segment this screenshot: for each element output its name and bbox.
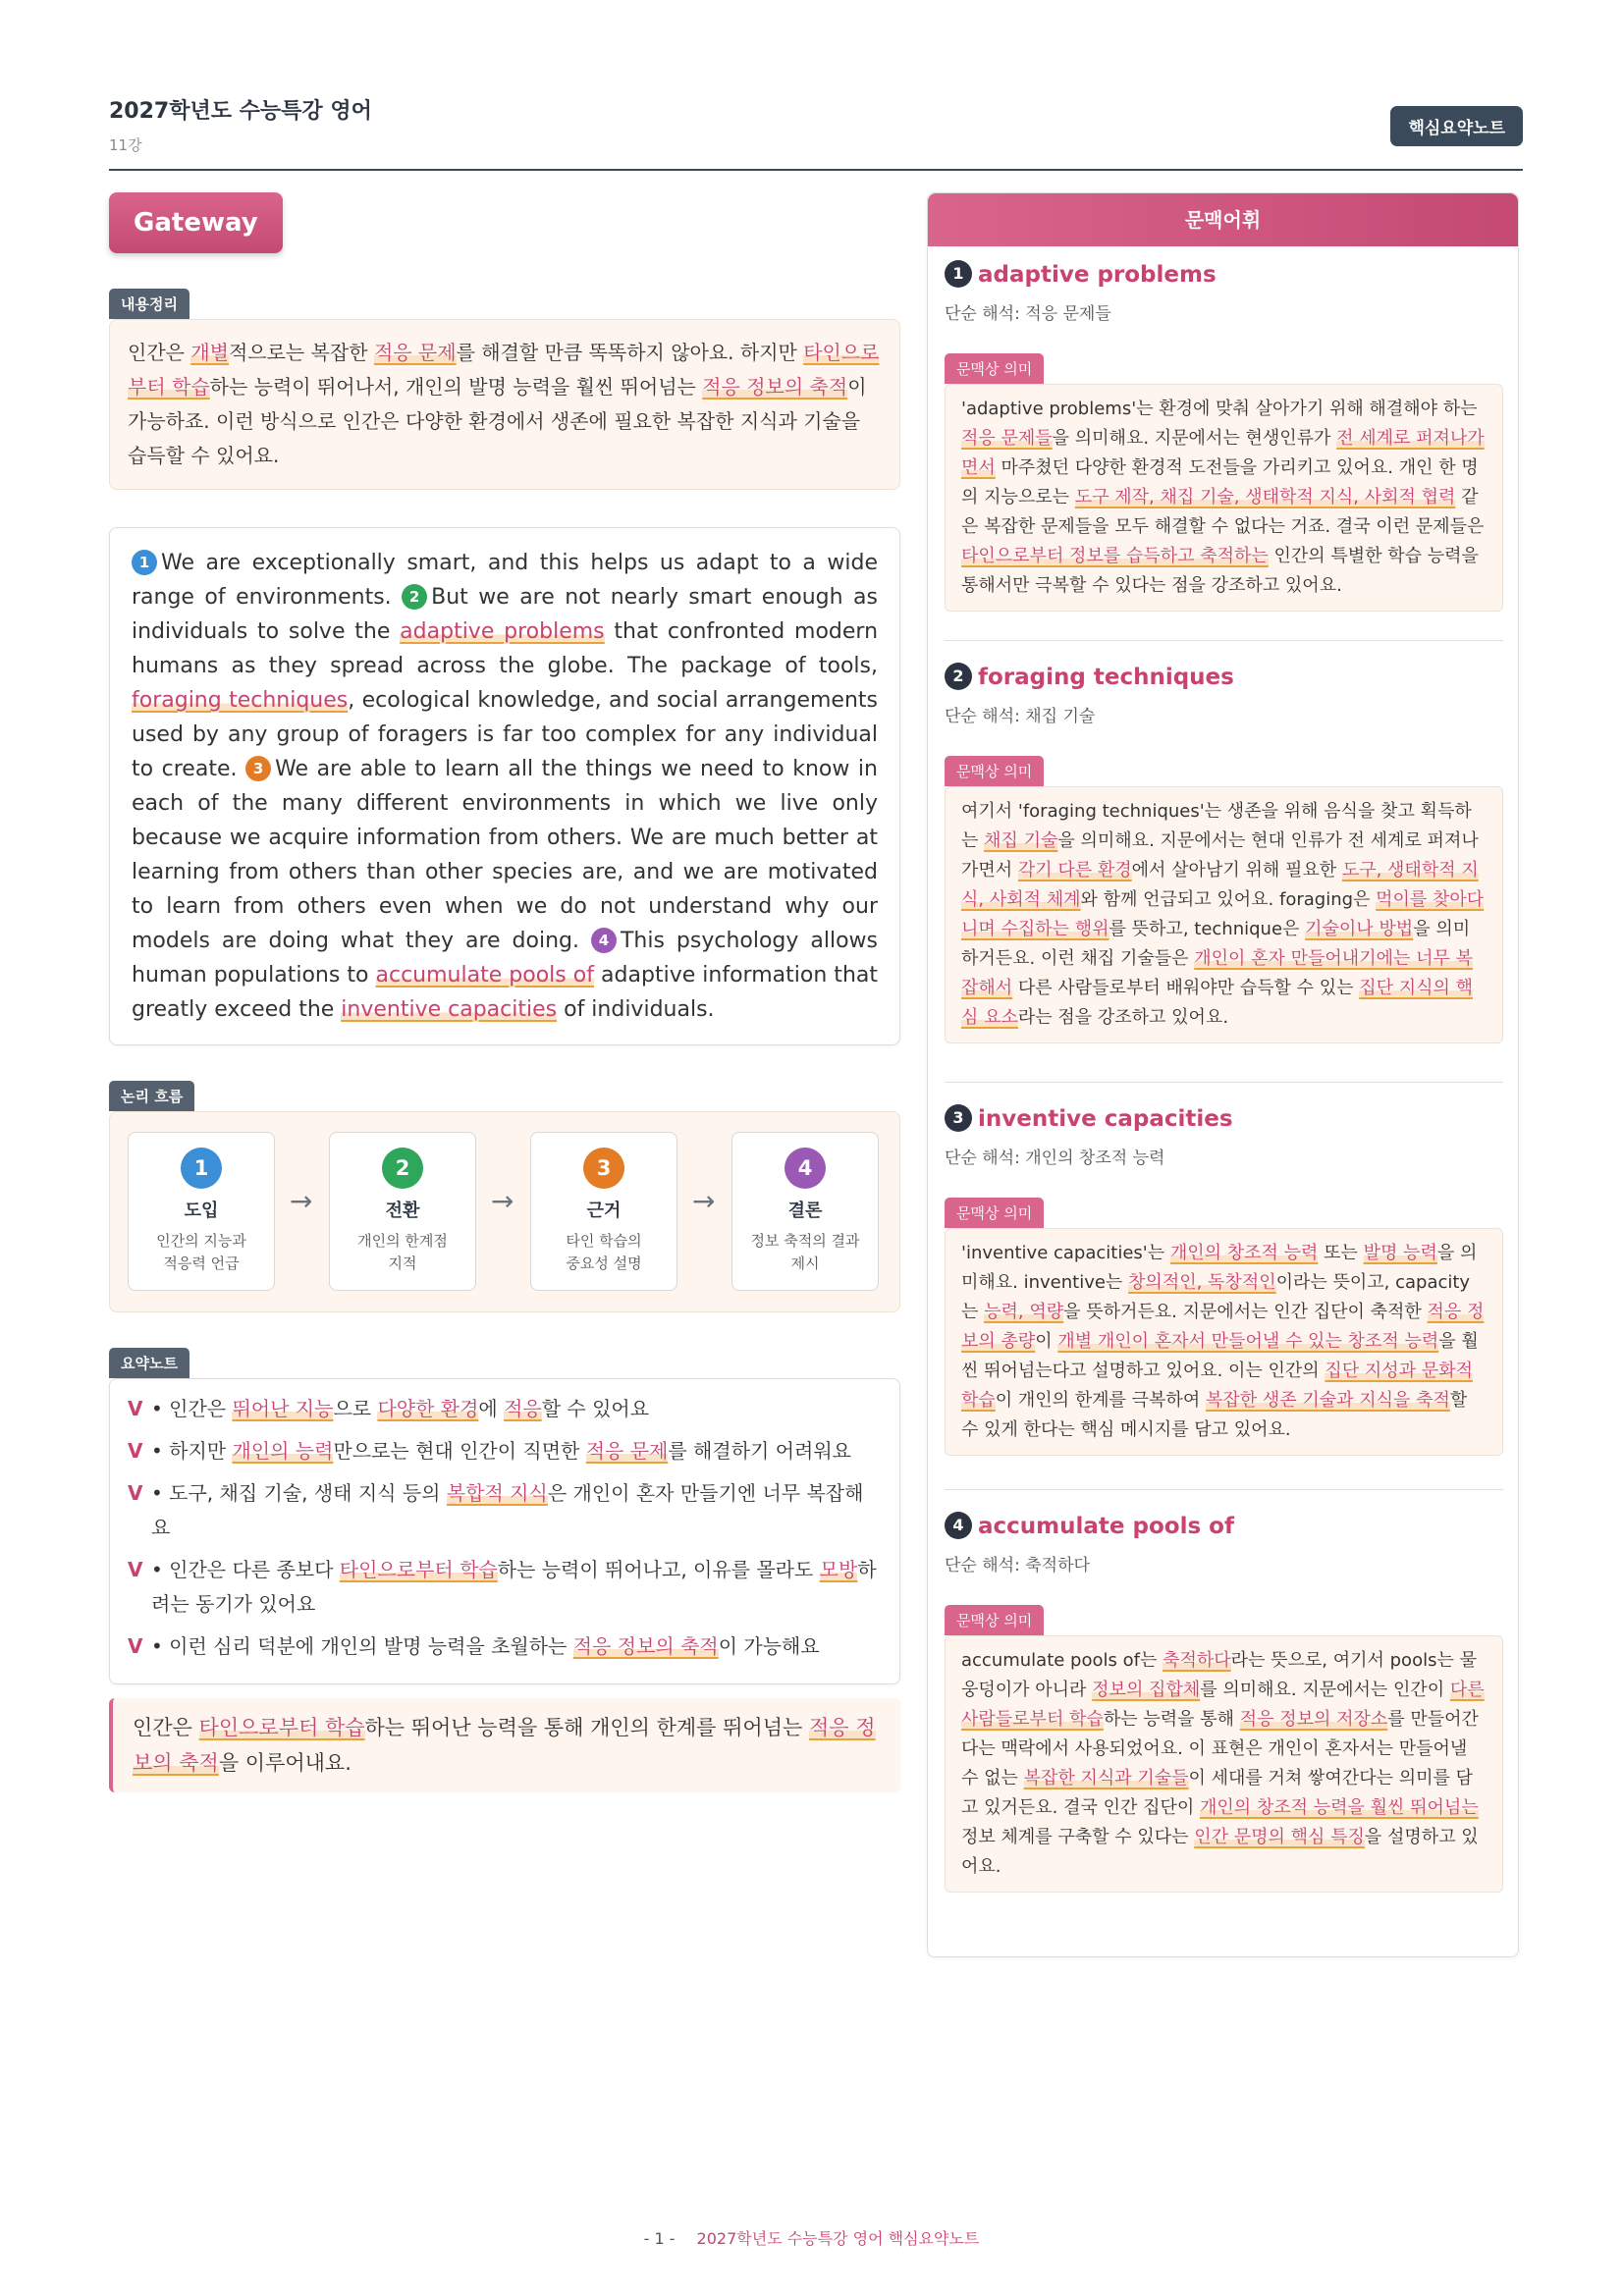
- highlight: 복잡한 생존 기술과 지식을 축적: [1205, 1390, 1450, 1411]
- text-run: 인간은: [128, 341, 191, 364]
- vocab-item-4: [945, 1512, 1503, 1893]
- logic-flow-tag: 논리 흐름: [109, 1081, 194, 1111]
- highlight: 적응 정보의 총량: [961, 1302, 1485, 1352]
- left-column: [109, 192, 900, 1792]
- page-footer: [0, 2226, 1623, 2249]
- text-run: 을 의미하거든요. 이런 채집 기술들은: [961, 919, 1471, 969]
- vocab-number: 2: [945, 663, 972, 690]
- vocab-term: [945, 1512, 1503, 1539]
- highlight: 전 세계로 퍼져나가면서: [961, 428, 1485, 478]
- lesson-number: 11강: [109, 136, 142, 154]
- text-run: • 하지만: [151, 1439, 233, 1463]
- term-text: adaptive problems: [978, 262, 1217, 288]
- context-meaning: [945, 1635, 1503, 1893]
- highlight: 도구 제작, 채집 기술, 생태학적 지식, 사회적 협력: [1074, 487, 1456, 507]
- text-run: 를 만들어간다는 맥락에서 사용되었어요. 이 표현은 개인이 혼자서는 만들어낼 수 없는: [961, 1709, 1479, 1789]
- highlight: 각기 다른 환경: [1017, 860, 1132, 881]
- highlight: 적응 정보의 저장소: [1239, 1709, 1388, 1730]
- text-run: 다른 사람들로부터 배워야만 습득할 수 있는: [1012, 978, 1360, 998]
- text-run: 같은 복잡한 문제들을 모두 해결할 수 없다는 거죠. 결국 이런 문제들은: [961, 487, 1485, 537]
- step-description: [531, 1230, 676, 1275]
- vocab-number: 4: [945, 1512, 972, 1539]
- sentence-number-1: 1: [132, 550, 157, 575]
- vocab-item-3: [945, 1104, 1503, 1456]
- highlight: 개별 개인이 혼자서 만들어낼 수 있는 창조적 능력: [1057, 1331, 1439, 1352]
- text-run: 이 개인의 한계를 극복하여: [995, 1390, 1206, 1411]
- text-run: 이 가능하죠. 이런 방식으로 인간은 다양한 환경에서 생존에 필요한 복잡한 지식과 기술을 습득할 수 있어요.: [128, 375, 867, 467]
- note-item: [128, 1434, 882, 1468]
- text-run: , ecological knowledge, and social arrangements used by any group of foragers is far too complex for any individual to create.: [132, 688, 878, 781]
- gateway-label: Gateway: [109, 192, 283, 253]
- sentence-number-2: 2: [402, 584, 427, 610]
- divider: [945, 1489, 1503, 1490]
- summary-notes-section: [109, 1348, 900, 1684]
- text-run: 하는 능력이 뛰어나서, 개인의 발명 능력을 훨씬 뛰어넘는: [209, 375, 703, 399]
- divider: [945, 640, 1503, 641]
- vocab-term: [945, 260, 1503, 288]
- text-run: 라는 뜻으로, 여기서 pools는 물웅덩이가 아니라: [961, 1650, 1477, 1700]
- highlight: 기술이나 방법: [1305, 919, 1414, 939]
- text-run: • 이런 심리 덕분에 개인의 발명 능력을 초월하는: [151, 1634, 573, 1658]
- text-run: 또는: [1318, 1243, 1364, 1263]
- step-description: [330, 1230, 475, 1275]
- note-type-badge: 핵심요약노트: [1390, 106, 1523, 146]
- highlight: 뛰어난 지능: [232, 1397, 334, 1420]
- text-run: 에: [478, 1397, 505, 1420]
- simple-translation: [945, 1144, 1503, 1168]
- text-run: 으로: [333, 1397, 378, 1420]
- text-run: 이: [1035, 1331, 1058, 1352]
- meaning-tag: 문맥상 의미: [945, 1198, 1044, 1228]
- vocab-number: 3: [945, 1104, 972, 1132]
- text-run: of individuals.: [557, 997, 715, 1022]
- text-run: • 인간은 다른 종보다: [151, 1558, 340, 1581]
- note-item: [128, 1629, 882, 1664]
- conclusion-box: [109, 1698, 900, 1792]
- text-run: 을 이루어내요.: [218, 1751, 352, 1775]
- arrow-icon: →: [290, 1185, 313, 1217]
- highlight: 개별: [190, 341, 229, 364]
- term-text: foraging techniques: [978, 665, 1234, 690]
- highlight: 복합적 지식: [446, 1481, 548, 1505]
- vocab-panel-title: 문맥어휘: [928, 193, 1518, 246]
- highlight: 먹이를 찾아다니며 수집하는 행위: [961, 889, 1485, 939]
- text-run: 를 해결하기 어려워요: [668, 1439, 851, 1463]
- step-desc-line: 개인의 한계점: [357, 1232, 448, 1250]
- logic-flow-section: [109, 1081, 900, 1312]
- vocab-number: 1: [945, 260, 972, 288]
- text-run: 'inventive capacities'는: [961, 1243, 1170, 1263]
- simple-label: 단순 해석:: [945, 707, 1020, 726]
- simple-value: 개인의 창조적 능력: [1025, 1148, 1165, 1168]
- step-desc-line: 제시: [790, 1255, 820, 1272]
- highlight: 창의적인, 독창적인: [1128, 1272, 1276, 1293]
- step-name: 도입: [184, 1201, 219, 1221]
- text-run: 정보 체계를 구축할 수 있다는: [961, 1827, 1195, 1847]
- check-mark-icon: V: [128, 1397, 143, 1420]
- note-item: [128, 1553, 882, 1622]
- text-run: 하려는 동기가 있어요: [151, 1558, 877, 1616]
- context-vocabulary-panel: [927, 192, 1519, 1957]
- sentence-3: We are able to learn all the things we need to know in each of the many different environments in which we live only because we acquire information from others. We are much better at learning from others than other species are, and we are motivated to learn from others even when we do not understand why our models are doing what they are doing.: [132, 757, 878, 953]
- step-number: 4: [784, 1148, 826, 1189]
- text-run: This psychology allows human populations to: [132, 929, 879, 988]
- text-run: 을 뜻하거든요. 지문에서는 인간 집단이 축적한: [1063, 1302, 1428, 1322]
- text-run: 를 해결할 만큼 똑똑하지 않아요. 하지만: [456, 341, 804, 364]
- flow-step-1: [128, 1132, 275, 1291]
- highlight: 타인으로부터 학습: [128, 341, 880, 399]
- simple-value: 채집 기술: [1025, 707, 1096, 726]
- sentence-number-4: 4: [591, 928, 617, 953]
- text-run: 를 뜻하고, technique은: [1109, 919, 1306, 939]
- document-title: 2027학년도 수능특강 영어: [109, 99, 372, 124]
- highlight: 개인의 창조적 능력을 훨씬 뛰어넘는: [1200, 1797, 1479, 1818]
- context-meaning: [945, 384, 1503, 612]
- highlight-inventive-capacities: inventive capacities: [341, 997, 558, 1022]
- vocab-item-2: [945, 663, 1503, 1043]
- text-run: 와 함께 언급되고 있어요. foraging은: [1080, 889, 1377, 910]
- text-run: 라는 점을 강조하고 있어요.: [1017, 1007, 1229, 1028]
- text-run: 만으로는 현대 인간이 직면한: [333, 1439, 586, 1463]
- text-run: adaptive information that greatly exceed the: [132, 963, 878, 1022]
- text-run: 을 의미해요. 지문에서는 현생인류가: [1052, 428, 1337, 449]
- english-passage: [109, 527, 900, 1045]
- highlight: 적응 정보의 축적: [702, 375, 848, 399]
- text-run: 하는 뛰어난 능력을 통해 개인의 한계를 뛰어넘는: [364, 1716, 809, 1739]
- highlight: 개인의 창조적 능력: [1169, 1243, 1319, 1263]
- text-run: 은 개인이 혼자 만들기엔 너무 복잡해요: [151, 1481, 864, 1539]
- footer-title: 2027학년도 수능특강 영어 핵심요약노트: [696, 2229, 980, 2248]
- step-desc-line: 정보 축적의 결과: [750, 1232, 860, 1250]
- highlight: 집단 지성과 문화적 학습: [961, 1361, 1473, 1411]
- simple-translation: [945, 702, 1503, 726]
- simple-translation: [945, 299, 1503, 324]
- highlight: 모방: [819, 1558, 858, 1581]
- text-run: 이라는 뜻이고, capacity는: [961, 1272, 1471, 1322]
- simple-value: 축적하다: [1025, 1556, 1090, 1575]
- vocab-term: [945, 1104, 1503, 1132]
- highlight: 다양한 환경: [377, 1397, 479, 1420]
- text-run: 하는 능력이 뛰어나고, 이유를 몰라도: [497, 1558, 820, 1581]
- text-run: that confronted modern humans as they spread across the globe. The package of tools,: [132, 619, 879, 678]
- text-run: • 도구, 채집 기술, 생태 지식 등의: [151, 1481, 447, 1505]
- text-run: 적으로는 복잡한: [228, 341, 374, 364]
- step-number: 2: [382, 1148, 423, 1189]
- check-mark-icon: V: [128, 1558, 143, 1581]
- flow-step-3: [530, 1132, 677, 1291]
- check-mark-icon: V: [128, 1439, 143, 1463]
- simple-label: 단순 해석:: [945, 1556, 1020, 1575]
- text-run: 인간은: [133, 1716, 199, 1739]
- highlight: 축적하다: [1163, 1650, 1231, 1671]
- step-number: 3: [583, 1148, 624, 1189]
- page-number: - 1 -: [643, 2229, 676, 2248]
- highlight: 도구, 생태학적 지식, 사회적 체계: [961, 860, 1479, 910]
- term-text: inventive capacities: [978, 1106, 1233, 1132]
- step-description: [129, 1230, 274, 1275]
- text-run: accumulate pools of는: [961, 1650, 1163, 1671]
- text-run: 을 설명하고 있어요.: [961, 1827, 1479, 1877]
- highlight: 적응: [504, 1397, 542, 1420]
- note-item: [128, 1392, 882, 1426]
- simple-translation: [945, 1551, 1503, 1575]
- text-run: 이 세대를 거쳐 쌓여간다는 의미를 담고 있거든요. 결국 인간 집단이: [961, 1768, 1473, 1818]
- highlight-accumulate-pools: accumulate pools of: [375, 963, 595, 988]
- highlight: 타인으로부터 정보를 습득하고 축적하는: [961, 546, 1269, 566]
- text-run: 을 의미해요. 지문에서는 현대 인류가 전 세계로 퍼져나가면서: [961, 830, 1479, 881]
- highlight: 타인으로부터 학습: [339, 1558, 498, 1581]
- highlight: 적응 문제: [585, 1439, 669, 1463]
- term-text: accumulate pools of: [978, 1514, 1234, 1539]
- highlight: 개인의 능력: [232, 1439, 334, 1463]
- vocab-term: [945, 663, 1503, 690]
- summary-notes-tag: 요약노트: [109, 1348, 189, 1378]
- divider: [945, 1082, 1503, 1083]
- summary-text: [109, 319, 900, 490]
- highlight: 적응 문제들: [961, 428, 1053, 449]
- arrow-icon: →: [692, 1185, 716, 1217]
- highlight: 다른 사람들로부터 학습: [961, 1680, 1485, 1730]
- text-run: 하는 능력을 통해: [1103, 1709, 1240, 1730]
- summary-notes: [109, 1378, 900, 1684]
- sentence-1: We are exceptionally smart, and this helps us adapt to a wide range of environments.: [132, 551, 878, 610]
- step-desc-line: 지적: [388, 1255, 417, 1272]
- highlight: 정보의 집합체: [1092, 1680, 1201, 1700]
- text-run: 를 의미해요. 지문에서는 인간이: [1200, 1680, 1450, 1700]
- step-desc-line: 적응력 언급: [163, 1255, 240, 1272]
- highlight: 적응 정보의 축적: [133, 1716, 876, 1775]
- highlight: 적응 문제: [373, 341, 457, 364]
- text-run: 인간의 특별한 학습 능력을 통해서만 극복할 수 있다는 점을 강조하고 있어요.: [961, 546, 1479, 596]
- vocab-item-1: [945, 260, 1503, 612]
- text-run: 을 의미해요. inventive는: [961, 1243, 1478, 1293]
- highlight-adaptive-problems: adaptive problems: [400, 619, 605, 644]
- highlight: 능력, 역량: [984, 1302, 1064, 1322]
- check-mark-icon: V: [128, 1634, 143, 1658]
- page-header: [109, 94, 1523, 171]
- sentence-number-3: 3: [245, 756, 271, 781]
- highlight-foraging-techniques: foraging techniques: [132, 688, 349, 713]
- summary-section: [109, 289, 900, 490]
- meaning-tag: 문맥상 의미: [945, 353, 1044, 384]
- context-meaning: [945, 786, 1503, 1043]
- flow-step-2: [329, 1132, 476, 1291]
- text-run: But we are not nearly smart enough as individuals to solve the: [132, 585, 878, 644]
- simple-value: 적응 문제들: [1025, 304, 1111, 324]
- arrow-icon: →: [491, 1185, 514, 1217]
- simple-label: 단순 해석:: [945, 304, 1020, 324]
- highlight: 발명 능력: [1363, 1243, 1437, 1263]
- check-mark-icon: V: [128, 1481, 143, 1505]
- simple-label: 단순 해석:: [945, 1148, 1020, 1168]
- step-number: 1: [181, 1148, 222, 1189]
- text-run: 마주쳤던 다양한 환경적 도전들을 가리키고 있어요. 개인 한 명의 지능으로는: [961, 457, 1479, 507]
- note-item: [128, 1476, 882, 1545]
- meaning-tag: 문맥상 의미: [945, 756, 1044, 786]
- highlight: 인간 문명의 핵심 특징: [1194, 1827, 1365, 1847]
- text-run: 을 훨씬 뛰어넘는다고 설명하고 있어요. 이는 인간의: [961, 1331, 1479, 1381]
- text-run: 이 가능해요: [718, 1634, 820, 1658]
- step-name: 결론: [787, 1201, 823, 1221]
- step-description: [732, 1230, 878, 1275]
- text-run: 에서 살아남기 위해 필요한: [1131, 860, 1342, 881]
- highlight: 개인이 혼자 만들어내기에는 너무 복잡해서: [961, 948, 1473, 998]
- highlight: 적응 정보의 축적: [572, 1634, 719, 1658]
- flow-step-4: [731, 1132, 879, 1291]
- text-run: 'adaptive problems'는 환경에 맞춰 살아가기 위해 해결해야 하는: [961, 399, 1478, 419]
- text-run: 할 수 있어요: [541, 1397, 650, 1420]
- logic-flow: [109, 1111, 900, 1312]
- context-meaning: [945, 1228, 1503, 1456]
- text-run: • 인간은: [151, 1397, 233, 1420]
- step-desc-line: 인간의 지능과: [156, 1232, 246, 1250]
- highlight: 채집 기술: [984, 830, 1058, 851]
- highlight: 복잡한 지식과 기술들: [1023, 1768, 1189, 1789]
- text-run: 할 수 있게 한다는 핵심 메시지를 담고 있어요.: [961, 1390, 1468, 1440]
- highlight: 집단 지식의 핵심 요소: [961, 978, 1473, 1028]
- step-name: 전환: [385, 1201, 420, 1221]
- step-name: 근거: [586, 1201, 622, 1221]
- text-run: 여기서 'foraging techniques'는 생존을 위해 음식을 찾고 획득하는: [961, 801, 1472, 851]
- step-desc-line: 중요성 설명: [566, 1255, 642, 1272]
- summary-tag: 내용정리: [109, 289, 189, 319]
- highlight: 타인으로부터 학습: [198, 1716, 365, 1739]
- step-desc-line: 타인 학습의: [566, 1232, 642, 1250]
- meaning-tag: 문맥상 의미: [945, 1605, 1044, 1635]
